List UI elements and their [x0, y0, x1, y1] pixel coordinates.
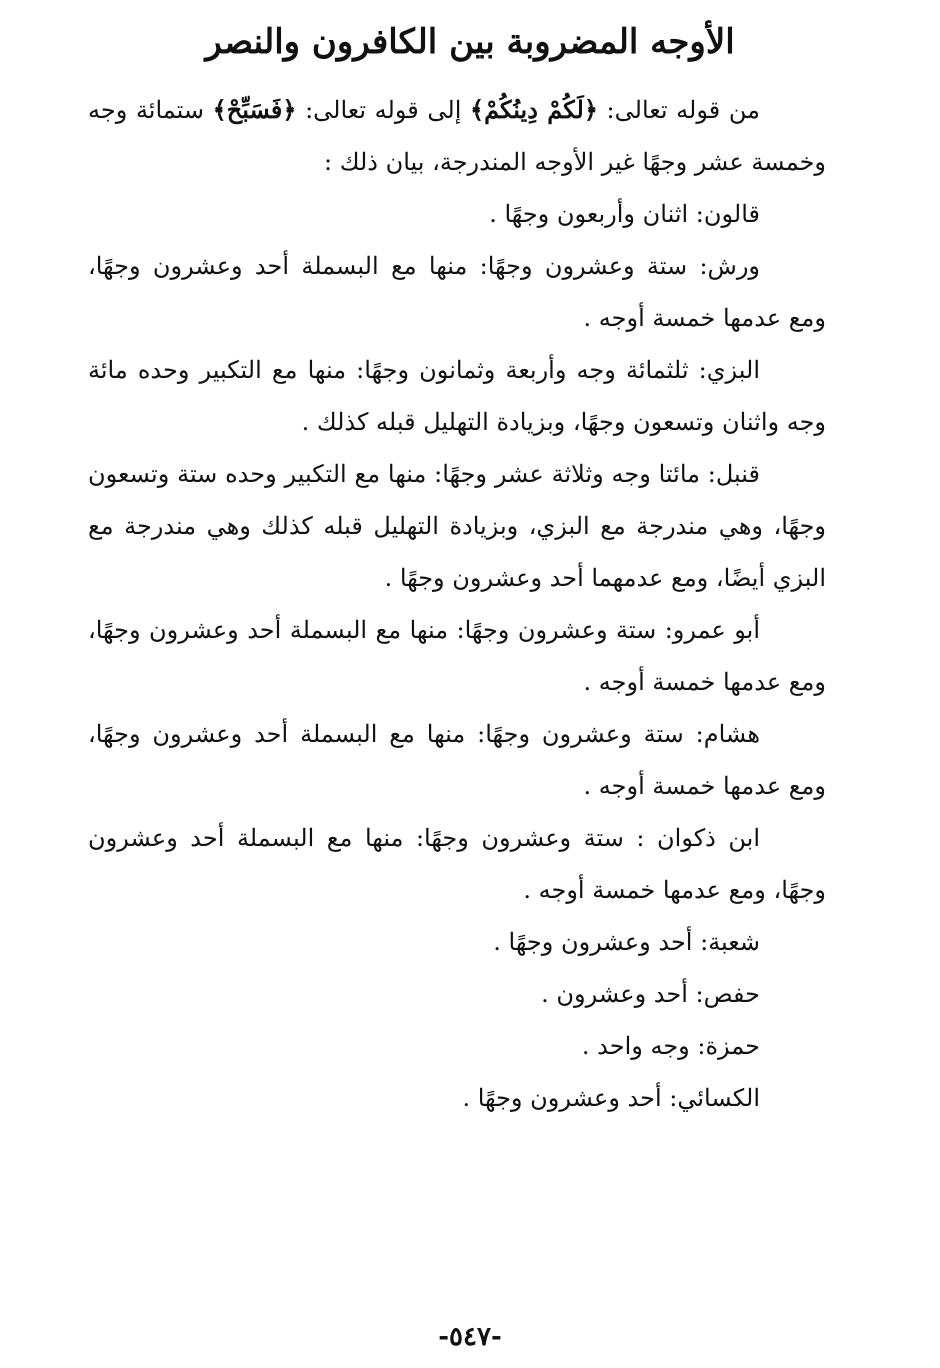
quran-reference-2: ﴿فَسَبِّحْ﴾	[212, 95, 297, 124]
page-title: الأوجه المضروبة بين الكافرون والنصر	[205, 22, 735, 62]
paragraph-kisai: الكسائي: أحد وعشرون وجهًا .	[462, 1084, 760, 1112]
intro-text-start: من قوله تعالى:	[597, 96, 760, 124]
paragraph-warsh: ورش: ستة وعشرون وجهًا: منها مع البسملة أحد وعشرون وجهًا، ومع عدمها خمسة أوجه .	[88, 252, 826, 332]
body-text	[88, 84, 826, 1124]
paragraph-hisham: هشام: ستة وعشرون وجهًا: منها مع البسملة أحد وعشرون وجهًا، ومع عدمها خمسة أوجه .	[88, 720, 826, 800]
paragraph-shuba: شعبة: أحد وعشرون وجهًا .	[493, 928, 760, 956]
paragraph-hamza: حمزة: وجه واحد .	[581, 1032, 760, 1060]
paragraph-hafs: حفص: أحد وعشرون .	[541, 980, 760, 1008]
intro-text-middle: إلى قوله تعالى:	[296, 96, 471, 124]
quran-reference-1: ﴿لَكُمْ دِينُكُمْ﴾	[470, 95, 598, 124]
paragraph-qunbul: قنبل: مائتا وجه وثلاثة عشر وجهًا: منها مع التكبير وحده ستة وتسعون وجهًا، وهي مندرجة مع البزي، وبزيادة التهليل قبله كذلك وهي مندرجة مع البزي أيضًا، ومع عدمهما أحد وعشرون وجهًا .	[88, 460, 826, 592]
intro-text-end: ستمائة وجه وخمسة عشر وجهًا غير الأوجه المندرجة، بيان ذلك :	[88, 96, 826, 176]
paragraph-ibn-dhakwan: ابن ذكوان : ستة وعشرون وجهًا: منها مع البسملة أحد وعشرون وجهًا، ومع عدمها خمسة أوجه .	[88, 824, 826, 904]
paragraph-qalun: قالون: اثنان وأربعون وجهًا .	[489, 200, 760, 228]
paragraph-bazzi: البزي: ثلثمائة وجه وأربعة وثمانون وجهًا: منها مع التكبير وحده مائة وجه واثنان وتسعون وجهًا، وبزيادة التهليل قبله كذلك .	[88, 356, 826, 436]
paragraph-abu-amr: أبو عمرو: ستة وعشرون وجهًا: منها مع البسملة أحد وعشرون وجهًا، ومع عدمها خمسة أوجه .	[88, 616, 826, 696]
page-number: -٥٤٧-	[438, 1322, 502, 1352]
intro-paragraph	[88, 84, 826, 188]
